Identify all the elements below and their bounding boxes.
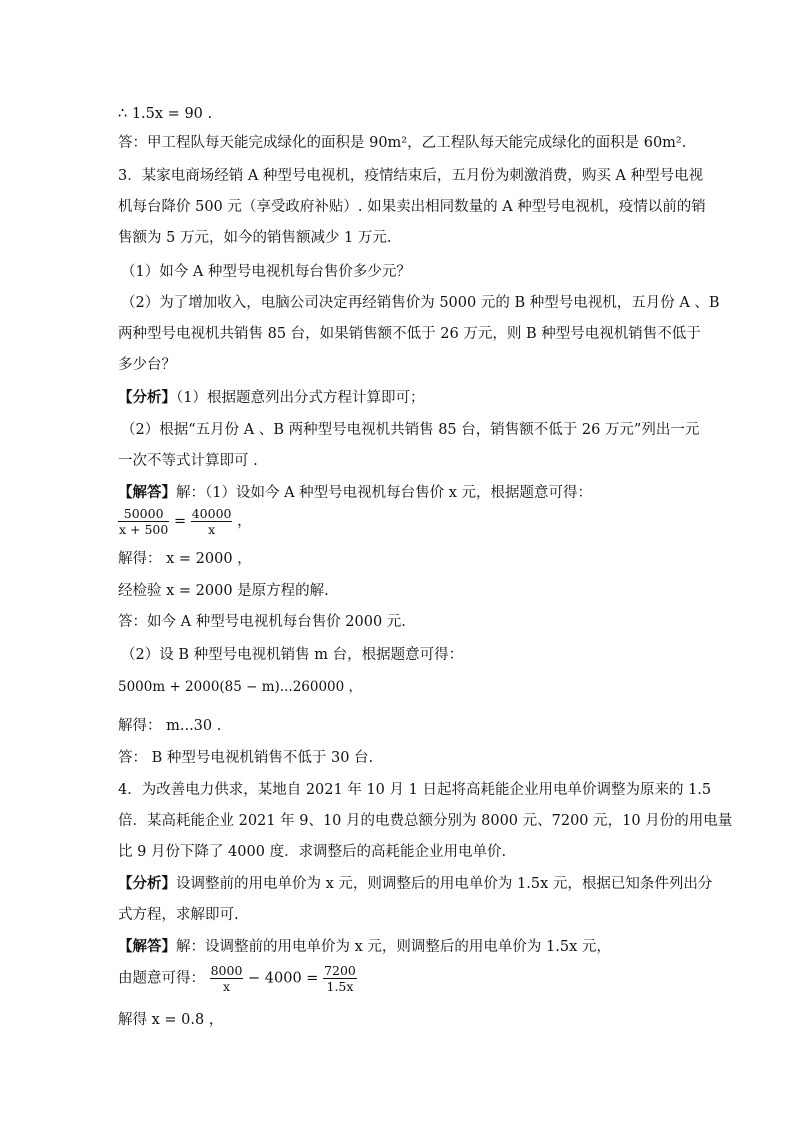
solution-text: 解：（1）设如今 A 种型号电视机每台售价 x 元，根据题意可得： [176,485,593,501]
fraction-right: $\frac{40000}{x}$ [191,506,232,537]
text-line: 售额为 5 万元，如今的销售额减少 1 万元. [118,230,392,246]
analysis-text: 设调整前的用电单价为 x 元，则调整后的用电单价为 1.5x 元，根据已知条件列出分 [176,876,713,892]
analysis-line [118,874,712,894]
text-line: 多少台？ [118,357,176,373]
equation-2: 由题意可得： $\frac{8000}{x}$ − 4000 = $\frac{7200}{1.5x}$ [118,963,356,994]
text-line: 答：如今 A 种型号电视机每台售价 2000 元. [118,614,406,630]
analysis-tag: 【分析】 [118,875,176,892]
solution-text: 解：设调整前的用电单价为 x 元，则调整后的用电单价为 1.5x 元， [176,939,611,955]
analysis-tag: 【分析】 [118,389,176,406]
inequality-line: 5000m + 2000(85 − m)...260000 ， [118,679,363,695]
solution-tag: 【解答】 [118,484,176,501]
text-line: 式方程，求解即可. [118,907,239,923]
text-line: 答：甲工程队每天能完成绿化的面积是 90m²，乙工程队每天能完成绿化的面积是 60m². [118,135,687,151]
solution-line [118,483,592,503]
solution-tag: 【解答】 [118,938,176,955]
sub-question-2: （2）为了增加收入，电脑公司决定再经销售价为 5000 元的 B 种型号电视机，五月份 A 、B [121,295,720,311]
solution-line [118,937,611,957]
text-line: （2）设 B 种型号电视机销售 m 台，根据题意可得： [121,647,464,663]
text-line: 解得： x = 2000 ， [118,551,252,567]
fraction-b: $\frac{7200}{1.5x}$ [324,963,356,994]
text-line: ∴ 1.5x = 90 . [118,106,213,122]
text-line: 答： B 种型号电视机销售不低于 30 台. [118,750,374,766]
question-3-line: 3．某家电商场经销 A 种型号电视机，疫情结束后，五月份为刺激消费，购买 A 种型号电视 [118,168,704,184]
text-line: 一次不等式计算即可 . [118,453,258,469]
fraction-left: $\frac{50000}{x + 500}$ [119,506,169,537]
text-line: 倍．某高耗能企业 2021 年 9、10 月的电费总额分别为 8000 元、7200 元，10 月份的用电量 [118,813,733,829]
fraction-a: $\frac{8000}{x}$ [210,963,243,994]
analysis-line [118,388,424,408]
text-line: 解得： m...30 . [118,718,222,734]
text-line: 经检验 x = 2000 是原方程的解. [118,583,329,599]
text-line: 解得 x = 0.8 ， [118,1012,224,1028]
text-line: 比 9 月份下降了 4000 度．求调整后的高耗能企业用电单价. [118,844,507,860]
sub-question-1: （1）如今 A 种型号电视机每台售价多少元？ [121,264,411,280]
text-line: 机每台降价 500 元（享受政府补贴）. 如果卖出相同数量的 A 种型号电视机，疫情以前的销 [118,199,706,215]
analysis-text: （1）根据题意列出分式方程计算即可； [176,390,425,406]
text-line: 两种型号电视机共销售 85 台，如果销售额不低于 26 万元，则 B 种型号电视机销售不低于 [118,326,701,342]
text-line: （2）根据“五月份 A 、B 两种型号电视机共销售 85 台，销售额不低于 26 万元”列出一元 [121,422,700,438]
question-4-line: 4．为改善电力供求，某地自 2021 年 10 月 1 日起将高耗能企业用电单价调整为原来的 1.5 [118,782,712,798]
equation-1: $\frac{50000}{x + 500}$ = $\frac{40000}{x}$ ， [119,506,252,537]
